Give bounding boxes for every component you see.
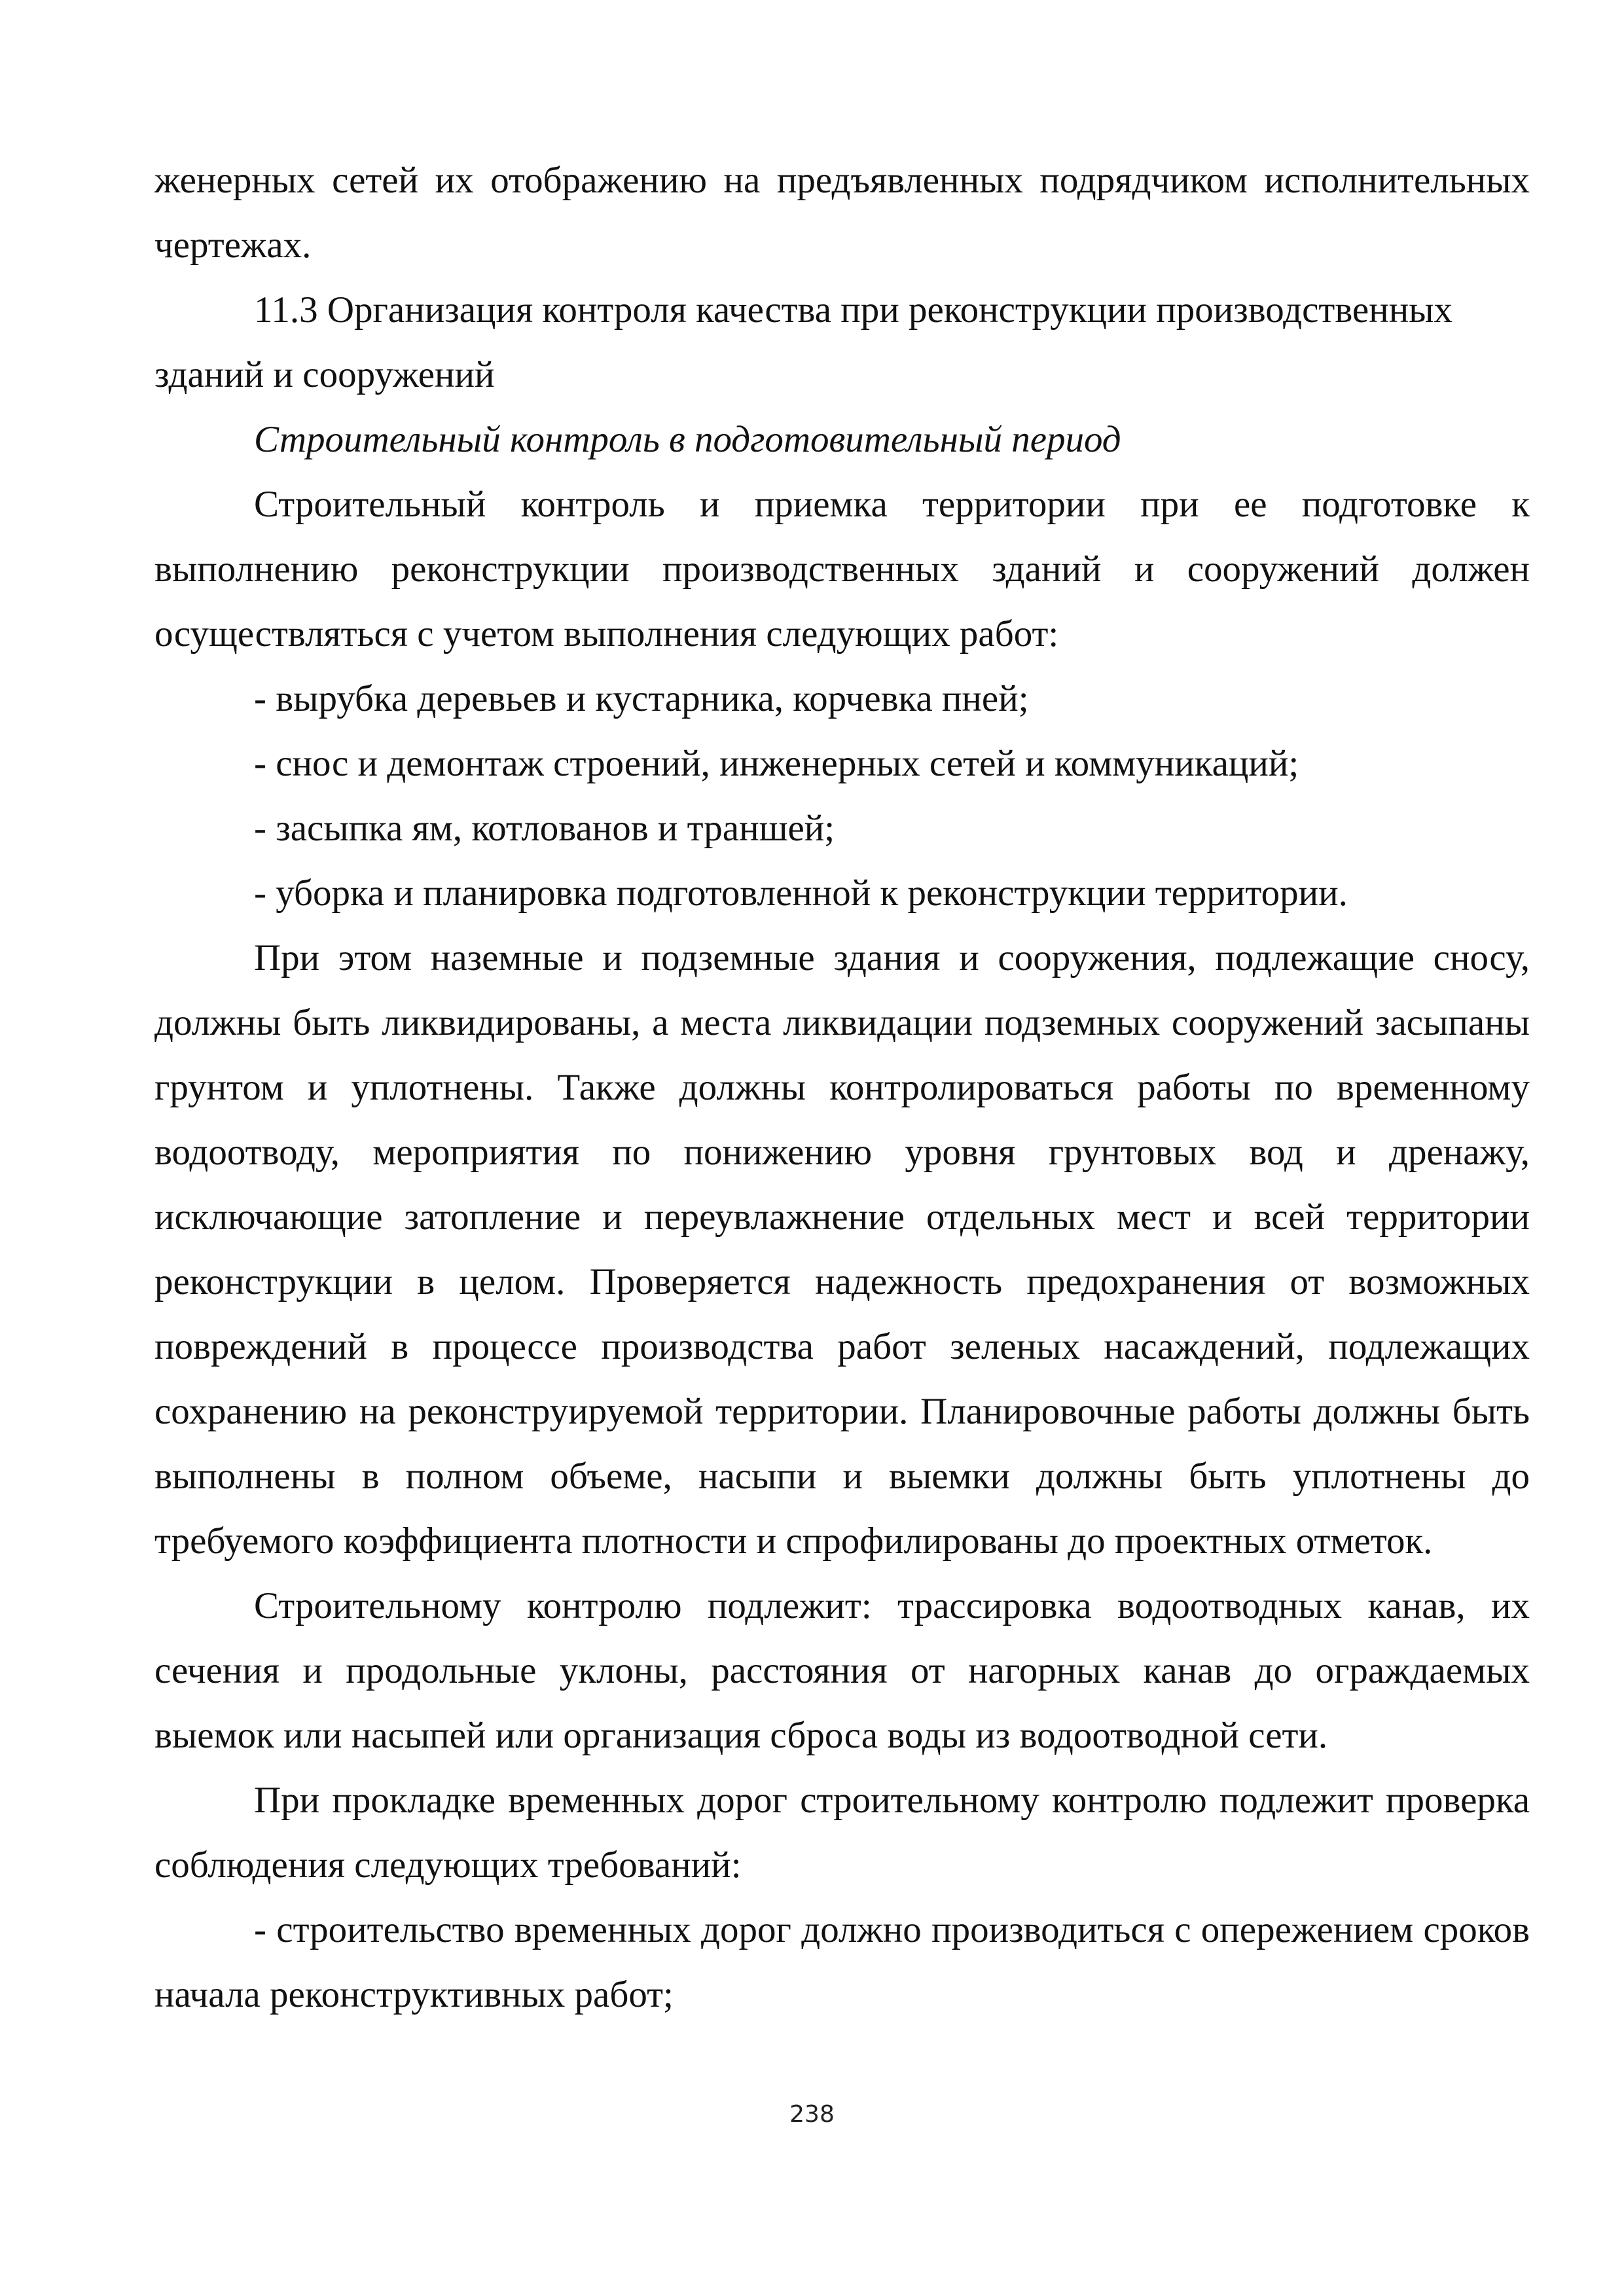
paragraph-body: При этом наземные и подземные здания и сооружения, подлежащие сносу, должны быть ликвидированы, а места ликвидации подземных сооружений засыпаны грунтом и уплотнены. Также должны контролироваться работы по временному водоотводу, мероприятия по понижению уровня грунтовых вод и дренажу, исключающие затопление и переувлажнение отдельных мест и всей территории реконструкции в целом. Проверяется надежность предохранения от возможных повреждений в процессе производства работ зеленых насаждений, подлежащих сохранению на реконструируемой территории. Планировочные работы должны быть выполнены в полном объеме, насыпи и выемки должны быть уплотнены до требуемого коэффициента плотности и спрофилированы до проектных отметок. (154, 937, 1530, 1562)
subheading: Строительный контроль в подготовительный период (254, 419, 1121, 460)
paragraph-continuation: женерных сетей их отображению на предъявленных подрядчиком исполнительных чертежах. (154, 160, 1530, 266)
section-heading: 11.3 Организация контроля качества при реконструкции производственных зданий и сооружений (154, 289, 1453, 395)
list-item: - вырубка деревьев и кустарника, корчевка пней; (254, 678, 1029, 719)
paragraph-body: Строительному контролю подлежит: трассировка водоотводных канав, их сечения и продольные уклоны, расстояния от нагорных канав до ограждаемых выемок или насыпей или организация сброса воды из водоотводной сети. (154, 1585, 1530, 1756)
list-item: - снос и демонтаж строений, инженерных сетей и коммуникаций; (254, 743, 1299, 784)
paragraph-body: При прокладке временных дорог строительному контролю подлежит проверка соблюдения следующих требований: (154, 1780, 1530, 1886)
list-item: - строительство временных дорог должно производиться с опережением сроков начала реконструктивных работ; (154, 1909, 1530, 2015)
page-content (154, 148, 1530, 2027)
list-item: - засыпка ям, котлованов и траншей; (254, 808, 835, 849)
paragraph-intro: Строительный контроль и приемка территории при ее подготовке к выполнению реконструкции производственных зданий и сооружений должен осуществляться с учетом выполнения следующих работ: (154, 484, 1530, 655)
page-number: 238 (789, 2101, 835, 2128)
list-item: - уборка и планировка подготовленной к реконструкции территории. (254, 872, 1348, 914)
